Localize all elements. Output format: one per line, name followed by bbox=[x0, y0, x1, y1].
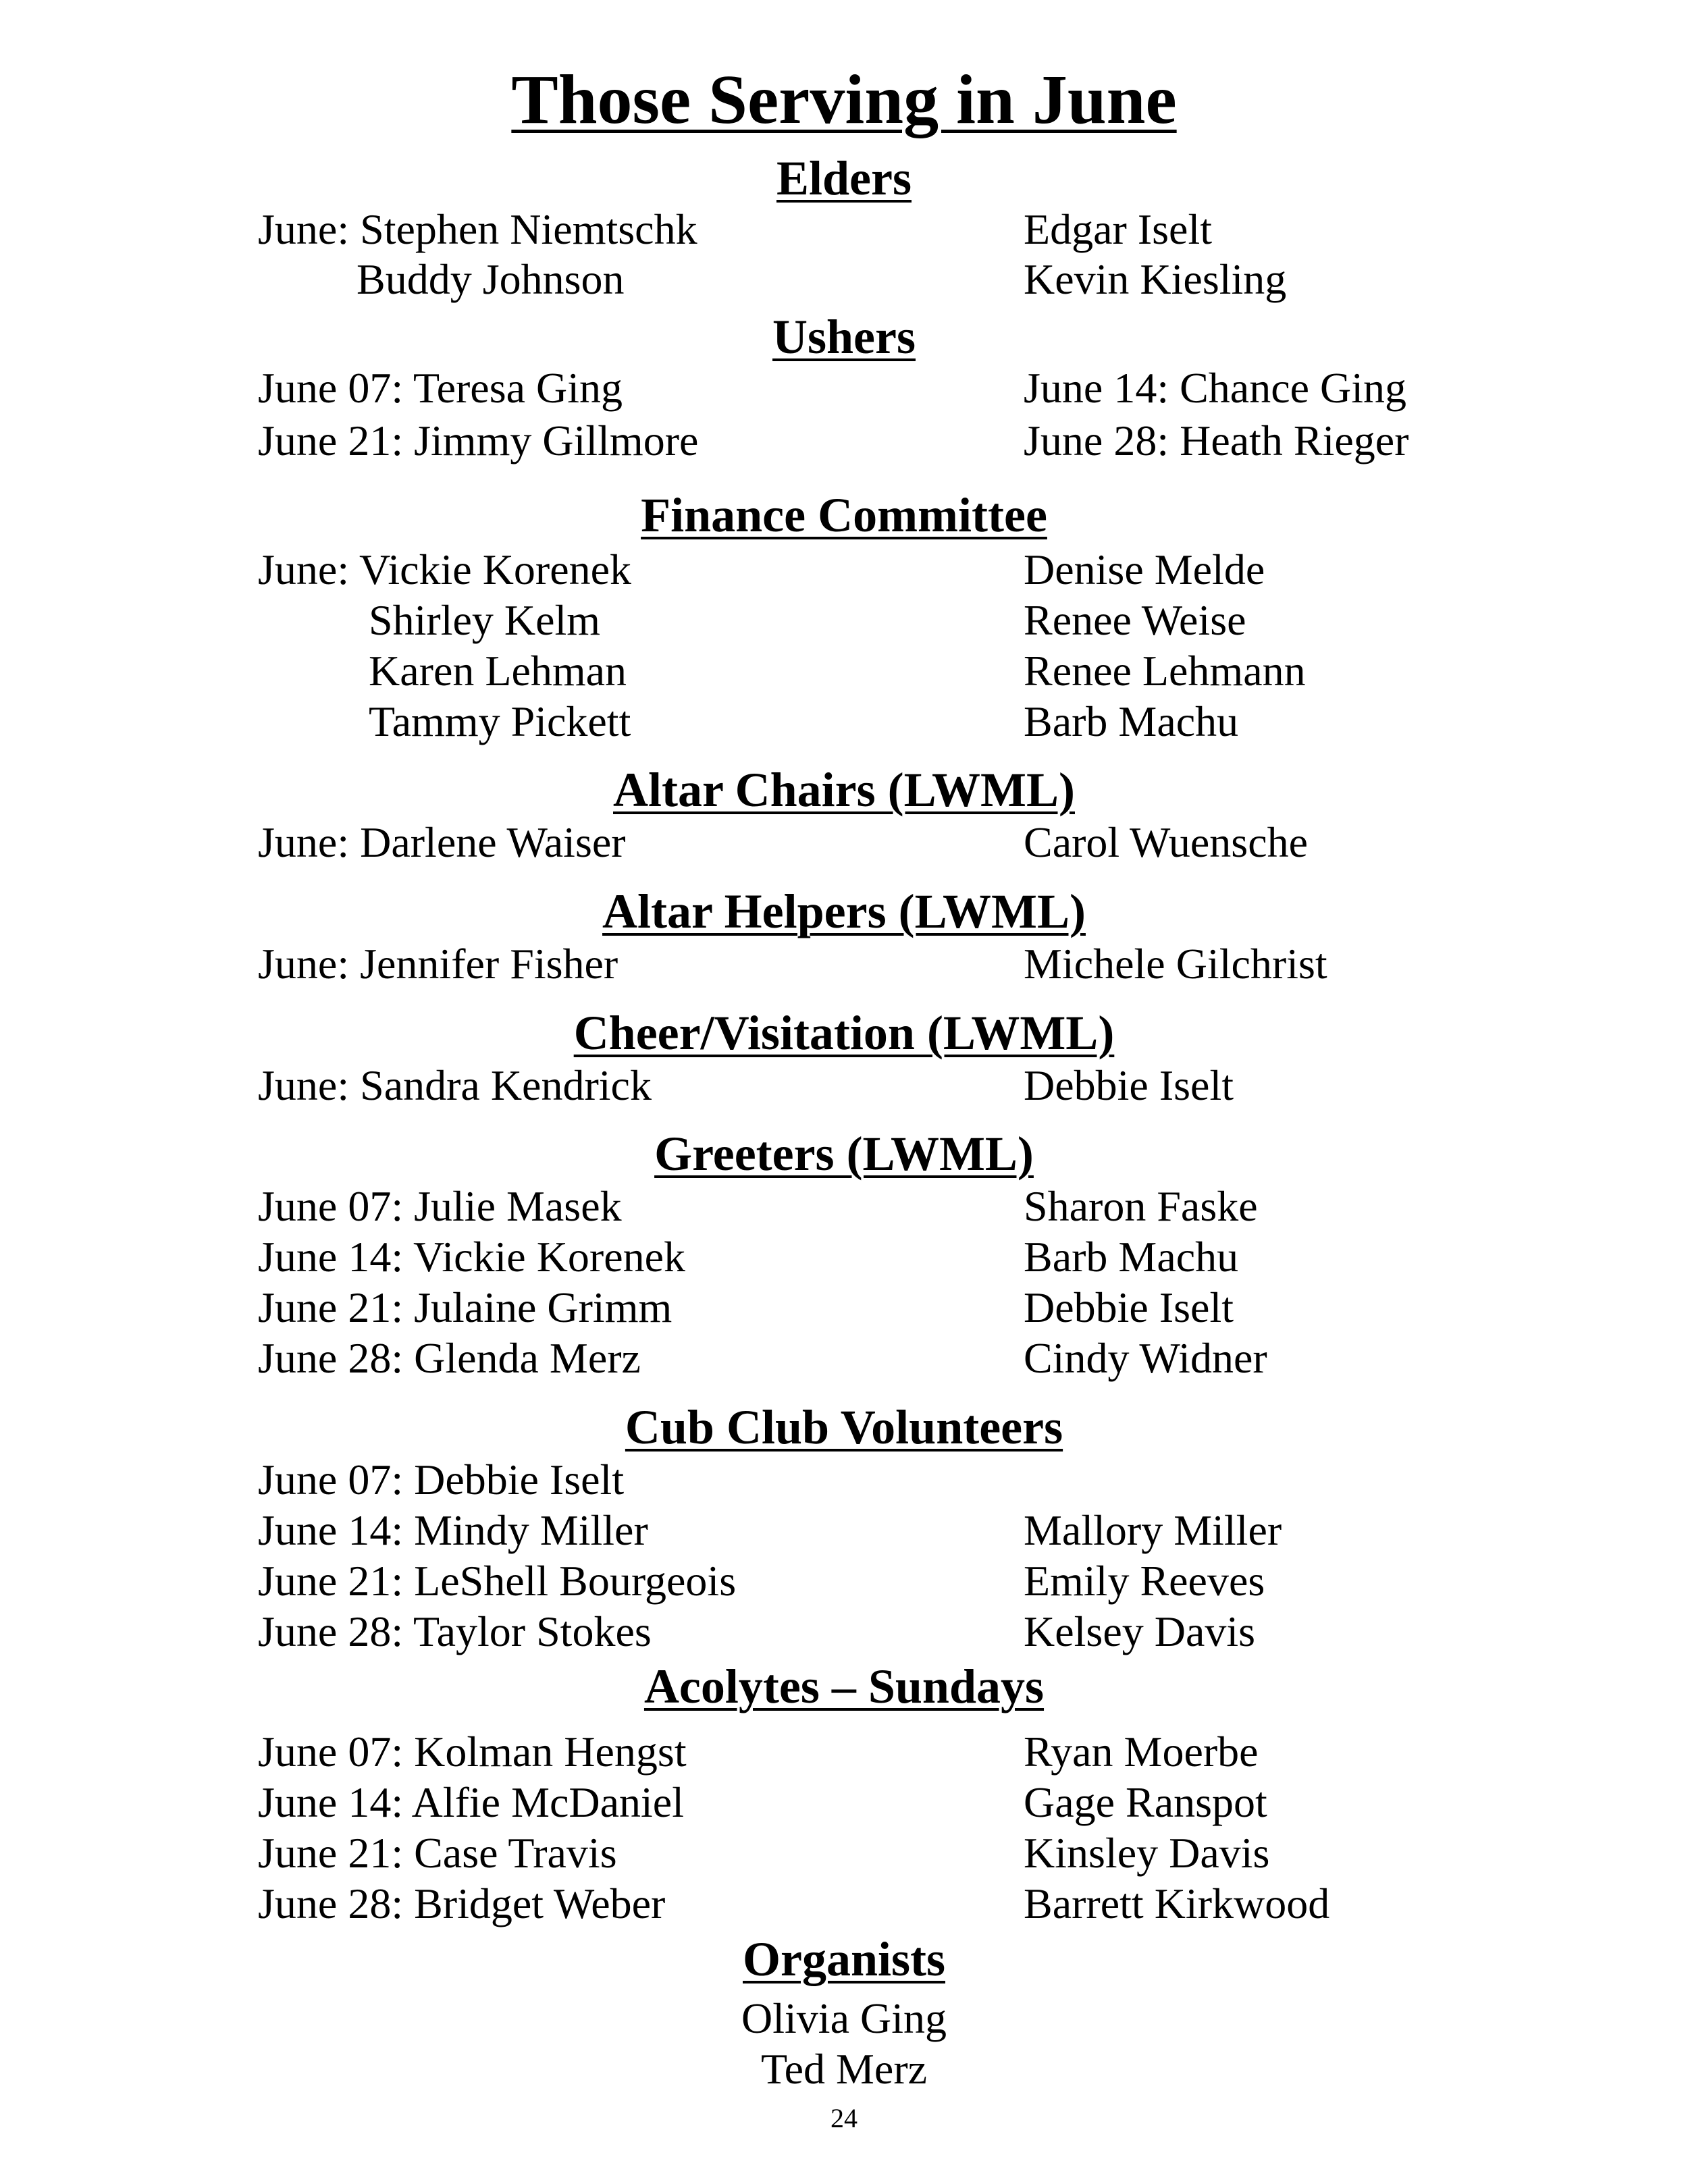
cub-club-row-3-right: Emily Reeves bbox=[1024, 1557, 1265, 1605]
organists-heading: Organists bbox=[742, 1932, 946, 1986]
page-number: 24 bbox=[830, 2103, 858, 2133]
greeters-row-3-left: June 21: Julaine Grimm bbox=[258, 1283, 672, 1331]
finance-row-3-right: Renee Lehmann bbox=[1024, 647, 1306, 695]
acolytes-row-1-right: Ryan Moerbe bbox=[1024, 1728, 1259, 1776]
finance-row-2-left: Shirley Kelm bbox=[369, 596, 601, 644]
acolytes-row-4-left: June 28: Bridget Weber bbox=[258, 1880, 666, 1927]
greeters-row-3-right: Debbie Iselt bbox=[1024, 1283, 1234, 1331]
ushers-heading: Ushers bbox=[772, 310, 916, 364]
elders-row-2-right: Kevin Kiesling bbox=[1024, 255, 1287, 303]
ushers-row-2-right: June 28: Heath Rieger bbox=[1024, 417, 1409, 464]
finance-row-4-left: Tammy Pickett bbox=[369, 697, 631, 745]
greeters-row-1-right: Sharon Faske bbox=[1024, 1182, 1258, 1230]
ushers-row-2-left: June 21: Jimmy Gillmore bbox=[258, 417, 699, 464]
cub-club-row-1-left: June 07: Debbie Iselt bbox=[258, 1456, 625, 1503]
cub-club-row-4-left: June 28: Taylor Stokes bbox=[258, 1607, 652, 1655]
elders-row-1-right: Edgar Iselt bbox=[1024, 205, 1212, 253]
greeters-row-2-right: Barb Machu bbox=[1024, 1233, 1239, 1281]
elders-heading: Elders bbox=[776, 151, 912, 205]
altar-helpers-row-1-right: Michele Gilchrist bbox=[1024, 940, 1327, 988]
finance-row-4-right: Barb Machu bbox=[1024, 697, 1239, 745]
altar-helpers-heading: Altar Helpers (LWML) bbox=[602, 884, 1086, 938]
finance-row-2-right: Renee Weise bbox=[1024, 596, 1246, 644]
greeters-heading: Greeters (LWML) bbox=[654, 1127, 1034, 1181]
acolytes-row-2-left: June 14: Alfie McDaniel bbox=[258, 1778, 684, 1826]
acolytes-row-2-right: Gage Ranspot bbox=[1024, 1778, 1267, 1826]
greeters-row-1-left: June 07: Julie Masek bbox=[258, 1182, 622, 1230]
acolytes-row-3-left: June 21: Case Travis bbox=[258, 1829, 617, 1877]
acolytes-row-1-left: June 07: Kolman Hengst bbox=[258, 1728, 687, 1776]
acolytes-row-3-right: Kinsley Davis bbox=[1024, 1829, 1270, 1877]
greeters-row-4-right: Cindy Widner bbox=[1024, 1334, 1267, 1382]
greeters-row-2-left: June 14: Vickie Korenek bbox=[258, 1233, 686, 1281]
acolytes-row-4-right: Barrett Kirkwood bbox=[1024, 1880, 1330, 1927]
organist-name-1: Olivia Ging bbox=[741, 1994, 947, 2042]
acolytes-heading: Acolytes – Sundays bbox=[643, 1659, 1045, 1713]
finance-heading: Finance Committee bbox=[641, 488, 1047, 542]
cheer-heading: Cheer/Visitation (LWML) bbox=[573, 1006, 1115, 1060]
elders-row-2-left: Buddy Johnson bbox=[357, 255, 625, 303]
cub-club-row-2-left: June 14: Mindy Miller bbox=[258, 1506, 648, 1554]
ushers-row-1-left: June 07: Teresa Ging bbox=[258, 364, 623, 412]
altar-chairs-row-1-right: Carol Wuensche bbox=[1024, 818, 1308, 866]
altar-chairs-row-1-left: June: Darlene Waiser bbox=[258, 818, 626, 866]
finance-row-3-left: Karen Lehman bbox=[369, 647, 627, 695]
cheer-row-1-left: June: Sandra Kendrick bbox=[258, 1061, 652, 1109]
cheer-row-1-right: Debbie Iselt bbox=[1024, 1061, 1234, 1109]
cub-club-row-2-right: Mallory Miller bbox=[1024, 1506, 1282, 1554]
organist-name-2: Ted Merz bbox=[760, 2045, 928, 2093]
page-title: Those Serving in June bbox=[511, 61, 1177, 138]
altar-chairs-heading: Altar Chairs (LWML) bbox=[613, 763, 1075, 817]
finance-row-1-right: Denise Melde bbox=[1024, 545, 1265, 593]
elders-row-1-left: June: Stephen Niemtschk bbox=[258, 205, 697, 253]
finance-row-1-left: June: Vickie Korenek bbox=[258, 545, 632, 593]
cub-club-row-3-left: June 21: LeShell Bourgeois bbox=[258, 1557, 737, 1605]
cub-club-heading: Cub Club Volunteers bbox=[625, 1400, 1063, 1454]
greeters-row-4-left: June 28: Glenda Merz bbox=[258, 1334, 641, 1382]
ushers-row-1-right: June 14: Chance Ging bbox=[1024, 364, 1406, 412]
altar-helpers-row-1-left: June: Jennifer Fisher bbox=[258, 940, 618, 988]
cub-club-row-4-right: Kelsey Davis bbox=[1024, 1607, 1256, 1655]
